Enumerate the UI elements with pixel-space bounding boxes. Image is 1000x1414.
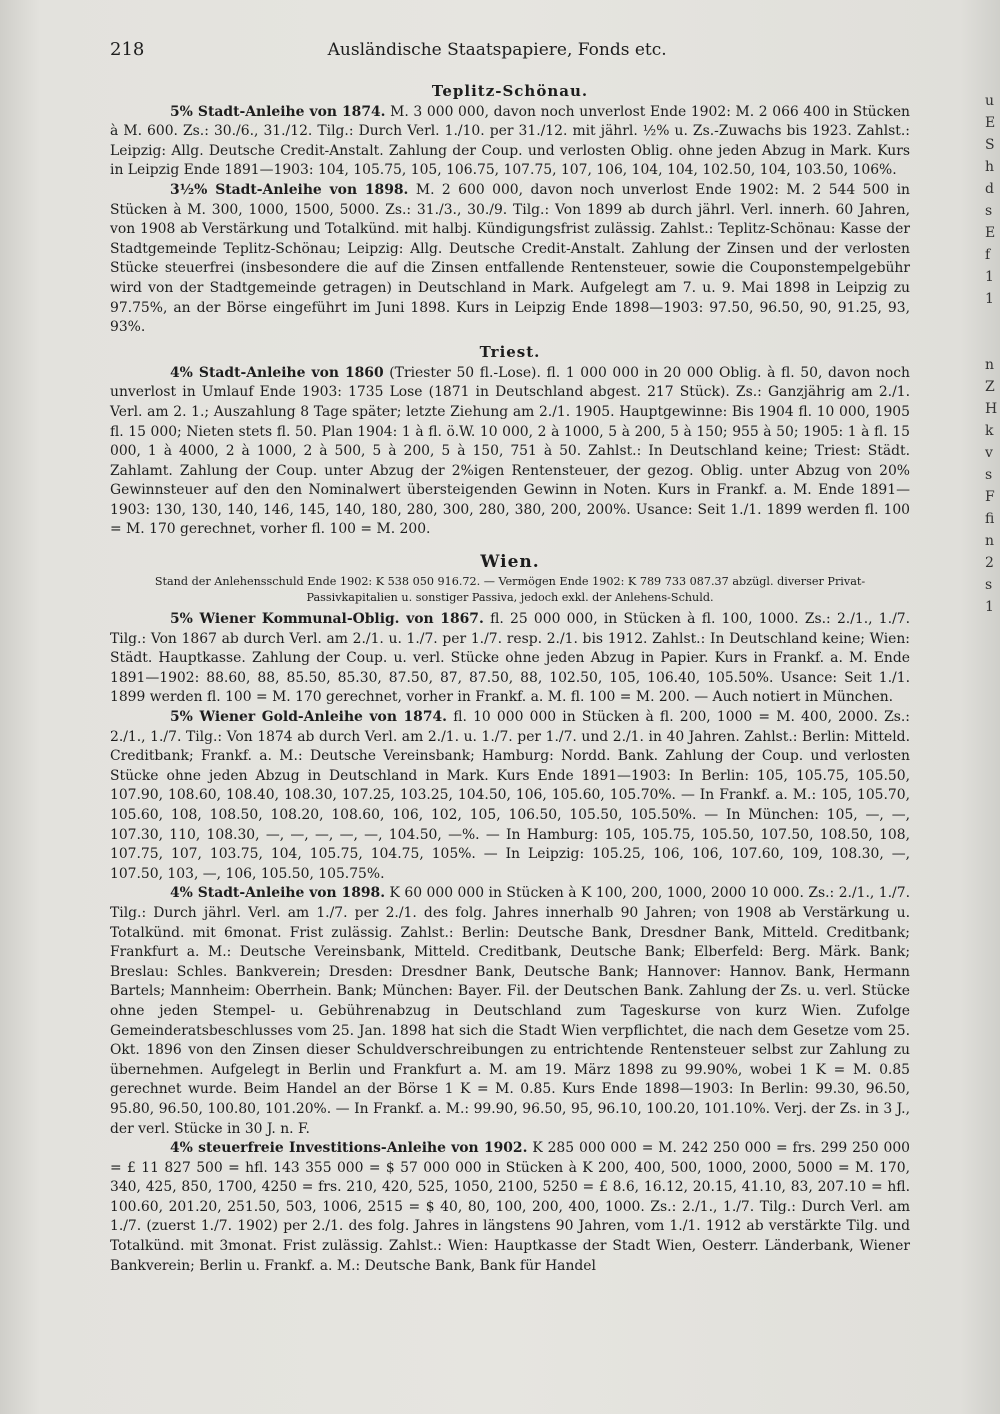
bond-entry xyxy=(110,364,910,540)
bond-text: K 60 000 000 in Stücken à K 100, 200, 1000, 2000 10 000. Zs.: 2./1., 1./7. Tilg.: Durch jährl. Verl. am 1./7. per 2./1. des folg. Jahres innerhalb 90 Jahren; von 1908 ab Verstärkung u. Totalkünd. mit 6monat. Frist zulässig. Zahlst.: Berlin: Deutsche Bank, Dresdner Bank, Mitteld. Creditbank; Frankfurt a. M.: Deutsche Vereinsbank, Mitteld. Creditbank, Deutsche Bank; Elberfeld: Berg. Märk. Bank; Breslau: Schles. Bankverein; Dresden: Dresdner Bank, Deutsche Bank; Hannover: Hannov. Bank, Hermann Bartels; Mannheim: Oberrhein. Bank; München: Bayer. Fil. der Deutschen Bank. Zahlung der Zs. u. verl. Stücke ohne jeden Stempel- u. Gebührenabzug in Deutschland zum Tageskurse von kurz Wien. Zufolge Gemeinderatsbeschlusses vom 25. Jan. 1898 hat sich die Stadt Wien verpflichtet, die nach dem Gesetze vom 25. Okt. 1896 von den Zinsen dieser Schuldverschreibungen zu entrichtende Rentensteuer selbst zur Zahlung zu übernehmen. Aufgelegt in Berlin und Frankfurt a. M. am 19. März 1898 zu 99.90%, wobei 1 K = M. 0.85 gerechnet wurde. Beim Handel an der Börse 1 K = M. 0.85. Kurs Ende 1898—1903: In Berlin: 99.30, 96.50, 95.80, 96.50, 100.80, 101.20%. — In Frankf. a. M.: 99.90, 96.50, 95, 96.10, 100.20, 101.10%. Verj. der Zs. in 3 J., der verl. Stücke in 30 J. n. F. xyxy=(110,885,910,1137)
edge-letter: E xyxy=(985,225,996,241)
edge-letter: f xyxy=(985,247,991,263)
section-triest xyxy=(110,342,910,540)
edge-letter: d xyxy=(985,181,994,197)
edge-letter: v xyxy=(985,445,993,461)
edge-letter: k xyxy=(985,423,994,439)
bond-entry xyxy=(110,708,910,884)
section-heading: Triest. xyxy=(479,342,541,361)
edge-letter: s xyxy=(985,203,993,219)
page-content xyxy=(110,40,910,1276)
page-number: 218 xyxy=(110,39,145,60)
bond-title: 4% steuerfreie Investitions-Anleihe von 1902. xyxy=(170,1140,528,1157)
edge-letter: E xyxy=(985,115,996,131)
bond-entry xyxy=(110,884,910,1139)
edge-letter: u xyxy=(985,93,995,109)
edge-letter: H xyxy=(985,401,998,417)
edge-letter: s xyxy=(985,467,993,483)
bond-text: fl. 10 000 000 in Stücken à fl. 200, 1000 = M. 400, 2000. Zs.: 2./1., 1./7. Tilg.: Von 1874 ab durch Verl. am 2./1. u. 1./7. per 1./7. und 2./1. in 40 Jahren. Zahlst.: Berlin: Mitteld. Creditbank; Frankf. a. M.: Deutsche Vereinsbank; Hamburg: Nordd. Bank. Zahlung der Coup. und verlosten Stücke ohne jeden Abzug in Deutschland in Mark. Kurs Ende 1891—1903: In Berlin: 105, 105.75, 105.50, 107.90, 108.60, 108.40, 108.30, 107.25, 103.25, 104.50, 106, 105.60, 105.70%. — In Frankf. a. M.: 105, 105.70, 105.60, 108, 108.50, 108.20, 108.60, 106, 102, 105, 106.50, 105.50, 105.50%. — In München: 105, —, —, 107.30, 110, 108.30, —, —, —, —, —, 104.50, —%. — In Hamburg: 105, 105.75, 105.50, 107.50, 108.50, 108, 107.75, 107, 103.75, 104, 105.75, 104.75, 105%. — In Leipzig: 105.25, 106, 106, 107.60, 109, 108.30, —, 107.50, 103, —, 106, 105.50, 105.75%. xyxy=(110,709,910,882)
edge-letter: F xyxy=(985,489,995,505)
bond-title: 5% Stadt-Anleihe von 1874. xyxy=(170,103,386,120)
edge-letter xyxy=(985,332,1000,354)
bond-text: K 285 000 000 = M. 242 250 000 = frs. 299 250 000 = £ 11 827 500 = hfl. 143 355 000 = $ 57 000 000 in Stücken à K 200, 400, 500, 1000, 2000, 5000 = M. 170, 340, 425, 850, 1700, 4250 = frs. 210, 420, 525, 1050, 2100, 5250 = £ 8.6, 16.12, 20.15, 41.10, 83, 207.10 = hfl. 100.60, 201.20, 251.50, 503, 1006, 2515 = $ 40, 80, 100, 200, 400, 1000. Zs.: 2./1., 1./7. Tilg.: Durch Verl. am 1./7. (zuerst 1./7. 1902) per 2./1. des folg. Jahres in längstens 90 Jahren, vom 1./1. 1912 ab verstärkte Tilg. und Totalkünd. mit 3monat. Frist zulässig. Zahlst.: Wien: Hauptkasse der Stadt Wien, Oesterr. Länderbank, Wiener Bankverein; Berlin u. Frankf. a. M.: Deutsche Bank, Bank für Handel xyxy=(110,1140,910,1274)
edge-letter: 1 xyxy=(985,291,994,307)
running-head xyxy=(110,40,910,61)
section-heading: Teplitz-Schönau. xyxy=(431,81,589,100)
edge-letter: 2 xyxy=(985,555,994,571)
bond-entry xyxy=(110,181,910,338)
section-teplitz xyxy=(110,81,910,338)
edge-letter: fi xyxy=(985,511,995,527)
edge-letter: S xyxy=(985,137,995,153)
bond-text: M. 2 600 000, davon noch unverlost Ende 1902: M. 2 544 500 in Stücken à M. 300, 1000, 1500, 5000. Zs.: 31./3., 30./9. Tilg.: Von 1899 ab durch jährl. Verl. innerh. 60 Jahren, von 1908 ab Verstärkung und Totalkünd. mit halbj. Kündigungsfrist zulässig. Zahlst.: Teplitz-Schönau: Kasse der Stadtgemeinde Teplitz-Schönau; Leipzig: Allg. Deutsche Credit-Anstalt. Zahlung der Zinsen und der verlosten Stücke steuerfrei (insbesondere die auf die Zinsen entfallende Rentensteuer, sowie die Couponstempelgebühr wird von der Stadtgemeinde getragen) in Deutschland in Mark. Aufgelegt am 7. u. 9. Mai 1898 in Leipzig zu 97.75%, an der Börse eingeführt im Juni 1898. Kurs in Leipzig Ende 1898—1903: 97.50, 96.50, 90, 91.25, 93, 93%. xyxy=(110,181,911,336)
bond-text: (Triester 50 fl.-Lose). fl. 1 000 000 in 20 000 Oblig. à fl. 50, davon noch unverlost in Umlauf Ende 1903: 1735 Lose (1871 in Deutschland abgest. 217 Stück). Zs.: Ganzjährig am 2./1. Verl. am 2. 1.; Auszahlung 8 Tage später; letzte Ziehung am 2./1. 1905. Hauptgewinne: Bis 1904 fl. 10 000, 1905 fl. 15 000; Nieten stets fl. 50. Plan 1904: 1 à fl. ö.W. 10 000, 2 à 1000, 5 à 200, 5 à 150; 955 à 50; 1905: 1 à fl. 15 000, 1 à 4000, 2 à 1000, 2 à 500, 5 à 200, 5 à 150, 751 à 50. Zahlst.: In Deutschland keine; Triest: Städt. Zahlamt. Zahlung der Coup. unter Abzug der 2%igen Rentensteuer, der gezog. Oblig. unter Abzug von 20% Gewinnsteuer auf den den Nominalwert übersteigenden Gewinn in Noten. Kurs in Frankf. a. M. Ende 1891—1903: 130, 130, 140, 146, 145, 140, 180, 280, 300, 280, 380, 200, 200%. Usance: Seit 1./1. 1899 werden fl. 100 = M. 170 gerechnet, vorher fl. 100 = M. 200. xyxy=(110,364,910,538)
edge-letter: Z xyxy=(985,379,995,395)
section-note: Stand der Anlehensschuld Ende 1902: K 538 050 916.72. — Vermögen Ende 1902: K 789 733 087.37 abzügl. diverser Privat-Passivkapitalien u. sonstiger Passiva, jedoch exkl. der Anlehens-Schuld. xyxy=(154,575,866,605)
edge-letter xyxy=(985,310,1000,332)
bond-title: 5% Wiener Gold-Anleihe von 1874. xyxy=(170,709,448,726)
bond-title: 4% Stadt-Anleihe von 1898. xyxy=(170,885,386,902)
edge-letter: 1 xyxy=(985,599,994,615)
page-title: Ausländische Staatspapiere, Fonds etc. xyxy=(327,40,667,60)
adjacent-page-edge xyxy=(985,90,1000,618)
edge-letter: 1 xyxy=(985,269,994,285)
edge-letter: n xyxy=(985,357,995,373)
edge-letter: n xyxy=(985,533,995,549)
bond-title: 5% Wiener Kommunal-Oblig. von 1867. xyxy=(170,611,484,628)
section-heading: Wien. xyxy=(480,552,540,573)
bond-text: fl. 25 000 000, in Stücken à fl. 100, 1000. Zs.: 2./1., 1./7. Tilg.: Von 1867 ab durch Verl. am 2./1. u. 1./7. per 1./7. resp. 2./1. bis 1912. Zahlst.: In Deutschland keine; Wien: Städt. Hauptkasse. Zahlung der Coup. u. verl. Stücke ohne jeden Abzug in Papier. Kurs in Frankf. a. M. Ende 1891—1902: 88.60, 88, 85.50, 85.30, 87.50, 87, 87.50, 88, 102.50, 105, 106.40, 105.50%. Usance: Seit 1./1. 1899 werden fl. 100 = M. 170 gerechnet, vorher in Frankf. a. M. fl. 100 = M. 200. — Auch notiert in München. xyxy=(110,611,910,706)
edge-letter: s xyxy=(985,577,993,593)
bond-title: 4% Stadt-Anleihe von 1860 xyxy=(170,364,384,381)
bond-entry xyxy=(110,103,910,181)
bond-title: 3½% Stadt-Anleihe von 1898. xyxy=(170,181,409,198)
bond-entry xyxy=(110,610,910,708)
bond-entry xyxy=(110,1139,910,1276)
section-wien xyxy=(110,552,910,1276)
bond-text: M. 3 000 000, davon noch unverlost Ende 1902: M. 2 066 400 in Stücken à M. 600. Zs.: 30./6., 31./12. Tilg.: Durch Verl. 1./10. per 31./12. mit jährl. ½% u. Zs.-Zuwachs bis 1923. Zahlst.: Leipzig: Allg. Deutsche Credit-Anstalt. Zahlung der Coup. und verlosten Oblig. ohne jeden Abzug in Mark. Kurs in Leipzig Ende 1891—1903: 104, 105.75, 105, 106.75, 107.75, 107, 106, 104, 104, 102.50, 104, 103.50, 106%. xyxy=(110,103,910,179)
edge-letter: h xyxy=(985,159,995,175)
